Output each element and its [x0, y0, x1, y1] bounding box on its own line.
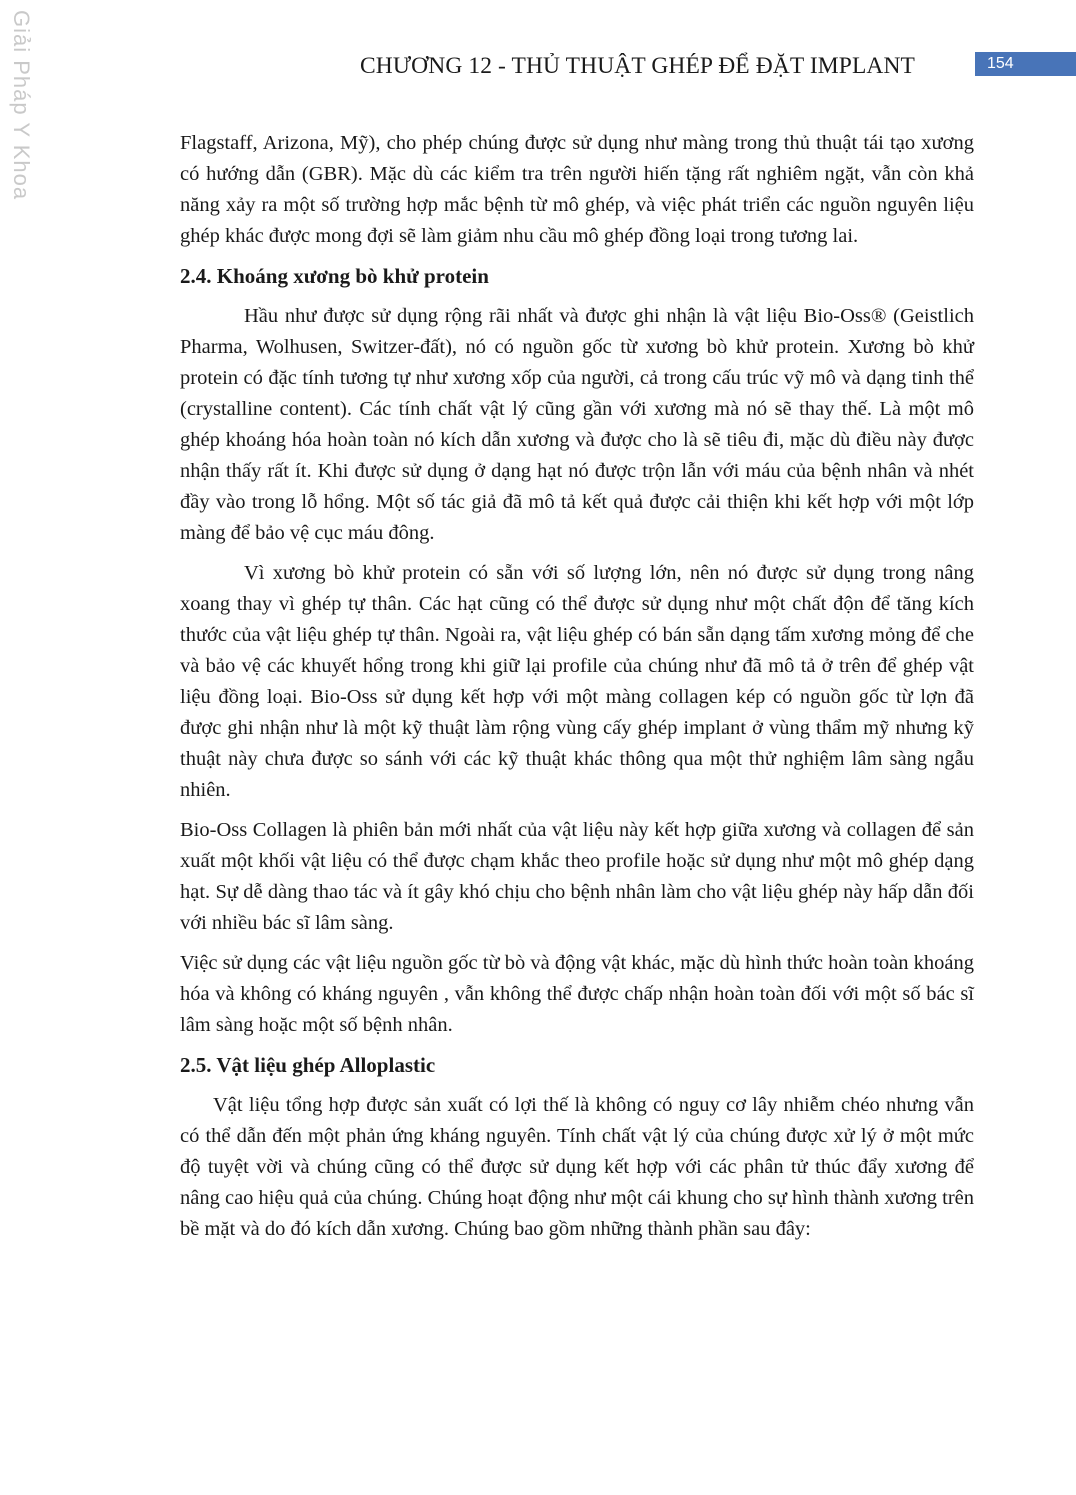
paragraph-1: Flagstaff, Arizona, Mỹ), cho phép chúng được sử dụng như màng trong thủ thuật tái tạo xương có hướng dẫn (GBR). Mặc dù các kiểm tra trên người hiến tặng rất nghiêm ngặt, vẫn còn khả năng xảy ra một số trường hợp mắc bệnh từ mô ghép, và việc phát triển các nguồn nguyên liệu ghép khác được mong đợi sẽ làm giảm nhu cầu mô ghép đồng loại trong tương lai. — [180, 132, 974, 247]
page-content — [180, 128, 974, 1245]
paragraph-2: Hầu như được sử dụng rộng rãi nhất và được ghi nhận là vật liệu Bio-Oss® (Geistlich Pharma, Wolhusen, Switzer-đất), nó có nguồn gốc từ xương bò khử protein. Xương bò khử protein có đặc tính tương tự như xương xốp của người, cả trong cấu trúc vỹ mô và dạng tinh thể (crystalline content). Các tính chất vật lý cũng gần với xương mà nó sẽ thay thế. Là một mô ghép khoáng hóa hoàn toàn nó kích dẫn xương và được cho là sẽ tiêu đi, mặc dù điều này được nhận thấy rất ít. Khi được sử dụng ở dạng hạt nó được trộn lẫn với máu của bệnh nhân và nhét đầy vào trong lỗ hổng. Một số tác giả đã mô tả kết quả được cải thiện khi kết hợp với một lớp màng để bảo vệ cục máu đông. — [180, 305, 974, 544]
chapter-title: CHƯƠNG 12 - THỦ THUẬT GHÉP ĐỂ ĐẶT IMPLANT — [360, 52, 915, 79]
paragraph-3: Vì xương bò khử protein có sẵn với số lượng lớn, nên nó được sử dụng trong nâng xoang thay vì ghép tự thân. Các hạt cũng có thể được sử dụng như một chất độn để tăng kích thước của vật liệu ghép tự thân. Ngoài ra, vật liệu ghép có bán sẵn dạng tấm xương mỏng để che và bảo vệ các khuyết hổng trong khi giữ lại profile của chúng như đã mô tả ở trên để ghép vật liệu đồng loại. Bio-Oss sử dụng kết hợp với một màng collagen kép có nguồn gốc từ lợn đã được ghi nhận như là một kỹ thuật làm rộng vùng cấy ghép implant ở vùng thẩm mỹ nhưng kỹ thuật này chưa được so sánh với các kỹ thuật khác thông qua một thử nghiệm lâm sàng ngẫu nhiên. — [180, 562, 974, 801]
page-header — [360, 48, 915, 84]
paragraph-6: Vật liệu tổng hợp được sản xuất có lợi thế là không có nguy cơ lây nhiễm chéo nhưng vẫn có thể dẫn đến một phản ứng kháng nguyên. Tính chất vật lý của chúng được xử lý ở một mức độ tuyệt vời và chúng cũng có thể được sử dụng kết hợp với các phân tử thúc đẩy xương để nâng cao hiệu quả của chúng. Chúng hoạt động như một cái khung cho sự hình thành xương trên bề mặt và do đó kích dẫn xương. Chúng bao gồm những thành phần sau đây: — [180, 1094, 974, 1240]
section-heading-2-4: 2.4. Khoáng xương bò khử protein — [180, 264, 489, 288]
section-heading-2-5: 2.5. Vật liệu ghép Alloplastic — [180, 1053, 436, 1077]
paragraph-5: Việc sử dụng các vật liệu nguồn gốc từ bò và động vật khác, mặc dù hình thức hoàn toàn khoáng hóa và không có kháng nguyên , vẫn không thể được chấp nhận hoàn toàn đối với một số bác sĩ lâm sàng hoặc một số bệnh nhân. — [180, 952, 974, 1036]
watermark: Giải Pháp Y Khoa — [9, 10, 34, 201]
paragraph-4: Bio-Oss Collagen là phiên bản mới nhất của vật liệu này kết hợp giữa xương và collagen để sản xuất một khối vật liệu có thể được chạm khắc theo profile hoặc sử dụng như một mô ghép dạng hạt. Sự dễ dàng thao tác và ít gây khó chịu cho bệnh nhân làm cho vật liệu ghép này hấp dẫn đối với nhiều bác sĩ lâm sàng. — [180, 819, 974, 934]
page-number: 154 — [975, 52, 1076, 76]
